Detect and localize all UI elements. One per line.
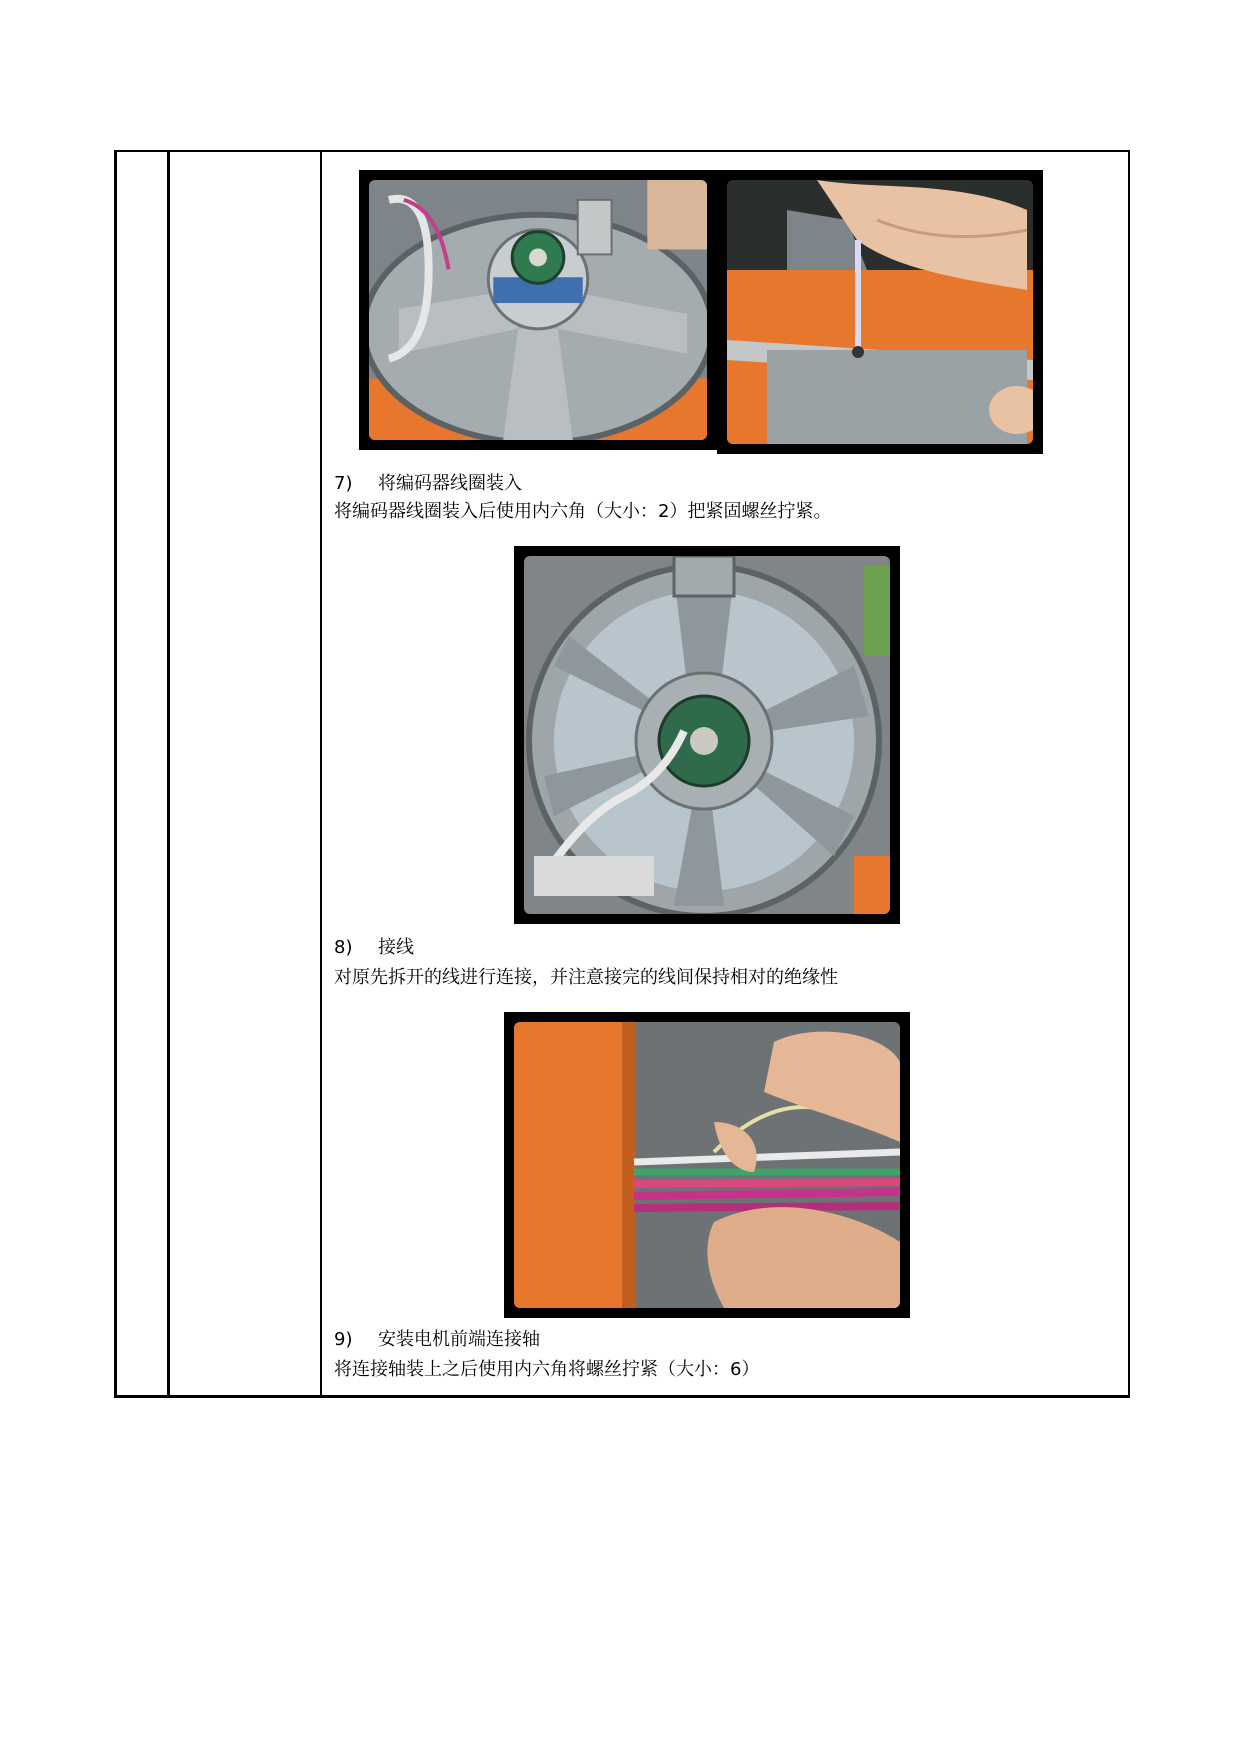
photo-encoder-coil [514,546,900,924]
photo-screw-tighten [717,170,1043,454]
step-8-title [334,936,414,960]
step-9-title-text: 安装电机前端连接轴 [378,1329,540,1350]
procedure-content-cell [322,152,1128,1395]
step-8-title-text: 接线 [378,937,414,958]
step-9-number: 9) [334,1329,353,1350]
photo-encoder-install [359,170,717,450]
photo-wiring [504,1012,910,1318]
procedure-table [114,150,1130,1398]
step-8-number: 8) [334,937,353,958]
step-7-number: 7) [334,473,353,494]
step-7-description: 将编码器线圈装入后使用内六角（大小：2）把紧固螺丝拧紧。 [334,501,832,522]
step-8-description: 对原先拆开的线进行连接，并注意接完的线间保持相对的绝缘性 [334,967,838,988]
step-9-description: 将连接轴装上之后使用内六角将螺丝拧紧（大小：6） [334,1359,760,1380]
step-7-title [334,472,522,496]
step-7-title-text: 将编码器线圈装入 [378,473,522,494]
step-9-title [334,1328,540,1352]
table-column-divider-1 [167,152,170,1395]
